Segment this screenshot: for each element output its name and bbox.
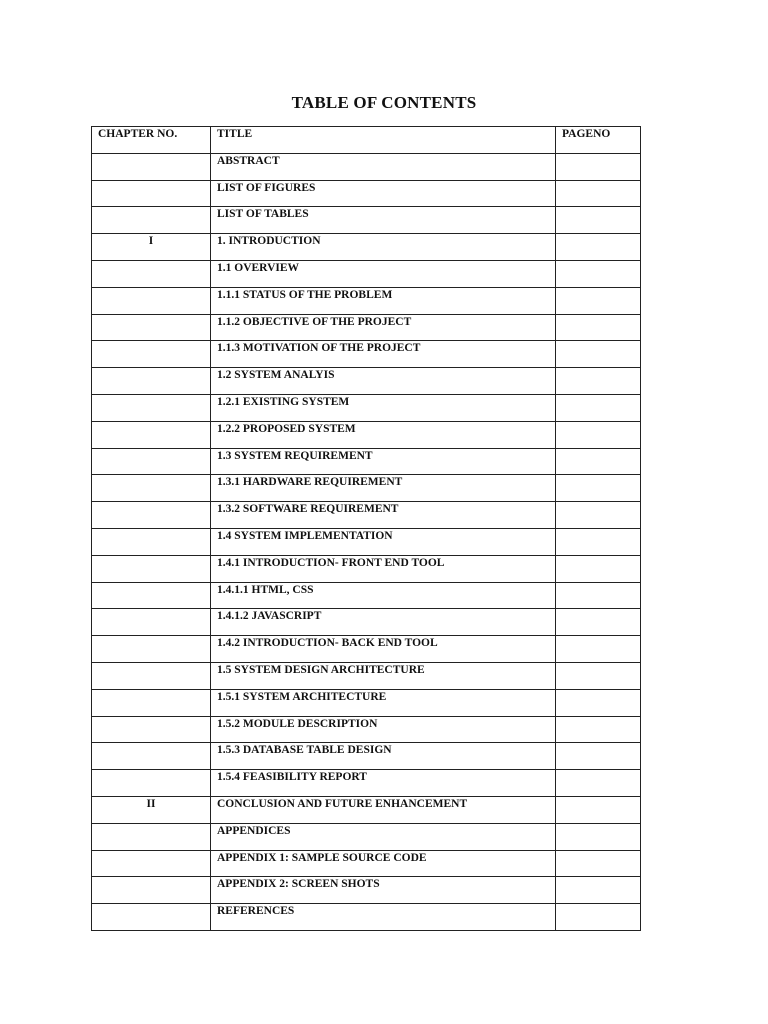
- page-cell: [556, 314, 641, 341]
- table-row: [92, 234, 641, 261]
- chapter-cell: [92, 475, 211, 502]
- chapter-cell: [92, 314, 211, 341]
- chapter-cell: [92, 180, 211, 207]
- table-row: [92, 394, 641, 421]
- chapter-cell: [92, 582, 211, 609]
- page-cell: [556, 636, 641, 663]
- chapter-cell: [92, 368, 211, 395]
- title-cell: 1.1 OVERVIEW: [211, 260, 556, 287]
- table-row: [92, 475, 641, 502]
- table-row: [92, 314, 641, 341]
- table-row: [92, 502, 641, 529]
- table-row: [92, 582, 641, 609]
- page-cell: [556, 582, 641, 609]
- page-cell: [556, 180, 641, 207]
- title-cell: 1.4.1.2 JAVASCRIPT: [211, 609, 556, 636]
- page-cell: [556, 528, 641, 555]
- page-cell: [556, 877, 641, 904]
- page-cell: [556, 796, 641, 823]
- chapter-cell: [92, 448, 211, 475]
- chapter-cell: [92, 153, 211, 180]
- chapter-cell: [92, 716, 211, 743]
- chapter-cell: [92, 502, 211, 529]
- page-cell: [556, 904, 641, 931]
- chapter-cell: [92, 421, 211, 448]
- table-row: [92, 555, 641, 582]
- title-cell: 1.5.1 SYSTEM ARCHITECTURE: [211, 689, 556, 716]
- table-row: [92, 770, 641, 797]
- table-row: [92, 796, 641, 823]
- title-cell: 1.1.3 MOTIVATION OF THE PROJECT: [211, 341, 556, 368]
- chapter-cell: [92, 904, 211, 931]
- table-row: [92, 716, 641, 743]
- chapter-cell: [92, 528, 211, 555]
- page-cell: [556, 421, 641, 448]
- table-row: [92, 341, 641, 368]
- table-row: [92, 528, 641, 555]
- title-cell: 1.4.1 INTRODUCTION- FRONT END TOOL: [211, 555, 556, 582]
- page-cell: [556, 770, 641, 797]
- title-cell: 1.5 SYSTEM DESIGN ARCHITECTURE: [211, 662, 556, 689]
- table-row: [92, 823, 641, 850]
- page-cell: [556, 341, 641, 368]
- title-cell: 1. INTRODUCTION: [211, 234, 556, 261]
- table-row: [92, 207, 641, 234]
- table-row: [92, 153, 641, 180]
- title-cell: 1.4.2 INTRODUCTION- BACK END TOOL: [211, 636, 556, 663]
- chapter-cell: [92, 636, 211, 663]
- table-row: [92, 689, 641, 716]
- page-cell: [556, 153, 641, 180]
- chapter-cell: [92, 287, 211, 314]
- page-cell: [556, 448, 641, 475]
- page-cell: [556, 287, 641, 314]
- title-cell: 1.2.1 EXISTING SYSTEM: [211, 394, 556, 421]
- page-cell: [556, 743, 641, 770]
- title-cell: APPENDIX 1: SAMPLE SOURCE CODE: [211, 850, 556, 877]
- chapter-cell: [92, 743, 211, 770]
- table-row: [92, 287, 641, 314]
- title-cell: LIST OF FIGURES: [211, 180, 556, 207]
- page-cell: [556, 555, 641, 582]
- page-cell: [556, 260, 641, 287]
- title-cell: 1.4.1.1 HTML, CSS: [211, 582, 556, 609]
- table-row: [92, 636, 641, 663]
- title-cell: 1.5.3 DATABASE TABLE DESIGN: [211, 743, 556, 770]
- page-cell: [556, 716, 641, 743]
- title-cell: LIST OF TABLES: [211, 207, 556, 234]
- title-cell: 1.5.2 MODULE DESCRIPTION: [211, 716, 556, 743]
- page-title: TABLE OF CONTENTS: [291, 93, 477, 112]
- table-row: [92, 421, 641, 448]
- chapter-cell: [92, 394, 211, 421]
- title-cell: 1.2 SYSTEM ANALYIS: [211, 368, 556, 395]
- chapter-cell: [92, 770, 211, 797]
- table-row: [92, 260, 641, 287]
- contents-table: [91, 126, 641, 931]
- table-row: [92, 850, 641, 877]
- chapter-cell: [92, 877, 211, 904]
- chapter-cell: [92, 850, 211, 877]
- chapter-cell: [92, 555, 211, 582]
- page-cell: [556, 662, 641, 689]
- chapter-column-header: CHAPTER NO.: [92, 127, 211, 154]
- table-header-row: [92, 127, 641, 154]
- page-cell: [556, 689, 641, 716]
- chapter-cell: [92, 609, 211, 636]
- table-row: [92, 662, 641, 689]
- table-row: [92, 743, 641, 770]
- page-cell: [556, 850, 641, 877]
- page-cell: [556, 207, 641, 234]
- title-cell: 1.1.1 STATUS OF THE PROBLEM: [211, 287, 556, 314]
- title-cell: APPENDIX 2: SCREEN SHOTS: [211, 877, 556, 904]
- title-cell: 1.3.1 HARDWARE REQUIREMENT: [211, 475, 556, 502]
- title-cell: ABSTRACT: [211, 153, 556, 180]
- page-cell: [556, 394, 641, 421]
- chapter-cell: I: [92, 234, 211, 261]
- page-cell: [556, 823, 641, 850]
- table-row: [92, 609, 641, 636]
- title-column-header: TITLE: [211, 127, 556, 154]
- page-cell: [556, 368, 641, 395]
- table-row: [92, 904, 641, 931]
- table-row: [92, 448, 641, 475]
- chapter-cell: II: [92, 796, 211, 823]
- chapter-cell: [92, 207, 211, 234]
- title-cell: 1.5.4 FEASIBILITY REPORT: [211, 770, 556, 797]
- title-cell: 1.1.2 OBJECTIVE OF THE PROJECT: [211, 314, 556, 341]
- page-cell: [556, 475, 641, 502]
- title-cell: 1.3 SYSTEM REQUIREMENT: [211, 448, 556, 475]
- table-row: [92, 368, 641, 395]
- page-cell: [556, 234, 641, 261]
- table-row: [92, 877, 641, 904]
- title-cell: 1.2.2 PROPOSED SYSTEM: [211, 421, 556, 448]
- chapter-cell: [92, 260, 211, 287]
- page-cell: [556, 502, 641, 529]
- title-cell: REFERENCES: [211, 904, 556, 931]
- chapter-cell: [92, 662, 211, 689]
- table-row: [92, 180, 641, 207]
- chapter-cell: [92, 341, 211, 368]
- page-cell: [556, 609, 641, 636]
- chapter-cell: [92, 689, 211, 716]
- chapter-cell: [92, 823, 211, 850]
- page-column-header: PAGENO: [556, 127, 641, 154]
- title-cell: 1.4 SYSTEM IMPLEMENTATION: [211, 528, 556, 555]
- title-cell: 1.3.2 SOFTWARE REQUIREMENT: [211, 502, 556, 529]
- title-cell: APPENDICES: [211, 823, 556, 850]
- title-cell: CONCLUSION AND FUTURE ENHANCEMENT: [211, 796, 556, 823]
